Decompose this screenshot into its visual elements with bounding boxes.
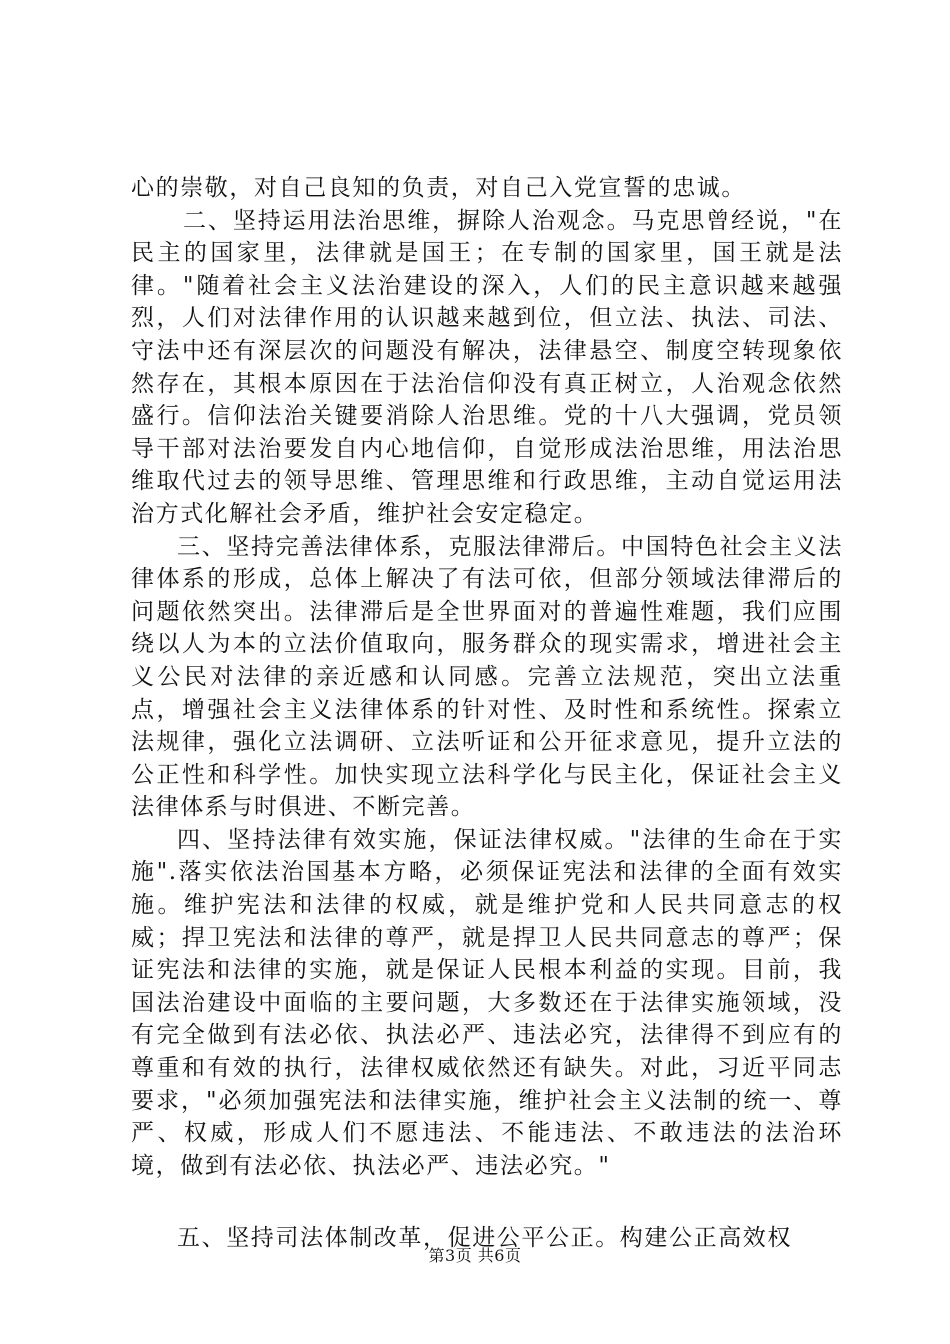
paragraph-continuation: 心的崇敬，对自己良知的负责，对自己入党宣誓的忠诚。 <box>131 175 746 201</box>
paragraph-section-4: 四、坚持法律有效实施，保证法律权威。"法律的生命在于实施".落实依法治国基本方略，必须保证宪法和法律的全面有效实施。维护宪法和法律的权威，就是维护党和人民共同意志的权威；捍卫宪法和法律的尊严，就是捍卫人民共同意志的尊严；保证宪法和法律的实施，就是保证人民根本利益的实现。目前，我国法治建设中面临的主要问题，大多数还在于法律实施领域，没有完全做到有法必依、执法必严、违法必究，法律得不到应有的尊重和有效的执行，法律权威依然还有缺失。对此，习近平同志要求，"必须加强宪法和法律实施，维护社会主义法制的统一、尊严、权威，形成人们不愿违法、不能违法、不敢违法的法治环境，做到有法必依、执法必严、违法必究。" <box>131 826 843 1179</box>
document-body <box>131 172 843 1255</box>
paragraph-section-2: 二、坚持运用法治思维，摒除人治观念。马克思曾经说，"在民主的国家里，法律就是国王；在专制的国家里，国王就是法律。"随着社会主义法治建设的深入，人们的民主意识越来越强烈，人们对法律作用的认识越来越到位，但立法、执法、司法、守法中还有深层次的问题没有解决，法律悬空、制度空转现象依然存在，其根本原因在于法治信仰没有真正树立，人治观念依然盛行。信仰法治关键要消除人治思维。党的十八大强调，党员领导干部对法治要发自内心地信仰，自觉形成法治思维，用法治思维取代过去的领导思维、管理思维和行政思维，主动自觉运用法治方式化解社会矛盾，维护社会安定稳定。 <box>131 207 843 527</box>
paragraph-section-5: 五、坚持司法体制改革，促进公平公正。构建公正高效权 <box>177 1225 792 1252</box>
page-footer: 第3页 共6页 <box>428 1246 522 1265</box>
paragraph-section-3: 三、坚持完善法律体系，克服法律滞后。中国特色社会主义法律体系的形成，总体上解决了有法可依，但部分领域法律滞后的问题依然突出。法律滞后是全世界面对的普遍性难题，我们应围绕以人为本的立法价值取向，服务群众的现实需求，增进社会主义公民对法律的亲近感和认同感。完善立法规范，突出立法重点，增强社会主义法律体系的针对性、及时性和系统性。探索立法规律，强化立法调研、立法听证和公开征求意见，提升立法的公正性和科学性。加快实现立法科学化与民主化，保证社会主义法律体系与时俱进、不断完善。 <box>131 533 843 821</box>
